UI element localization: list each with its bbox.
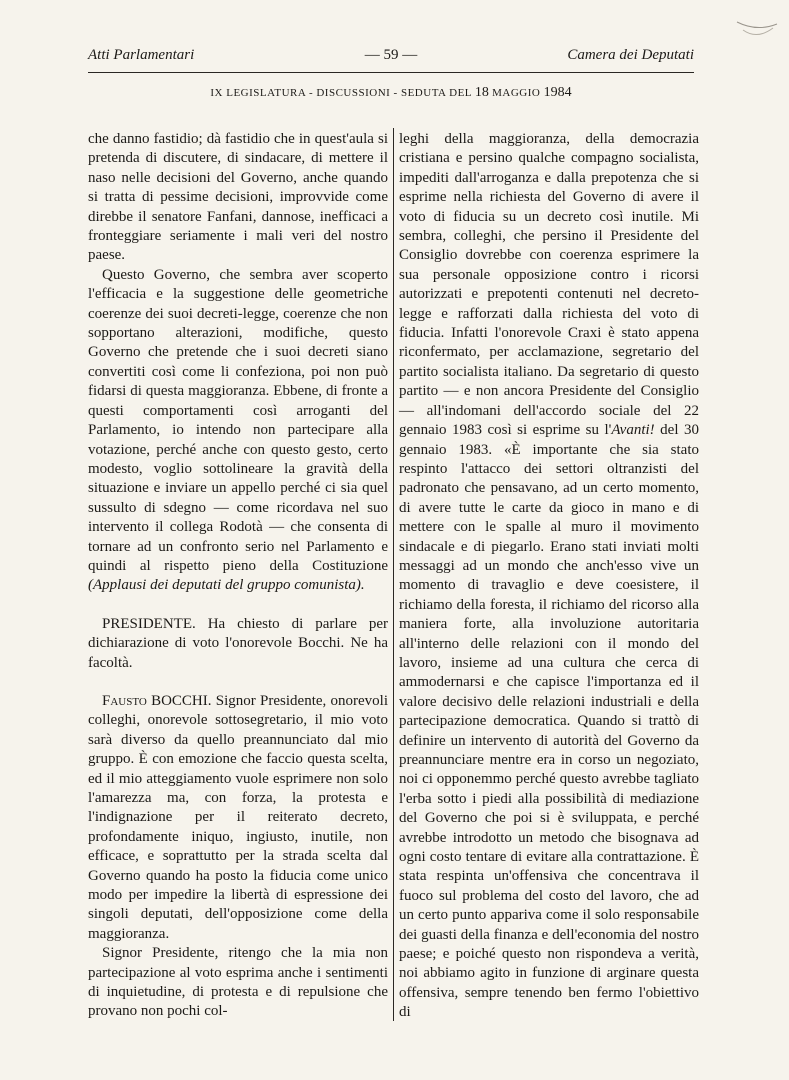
left-column [88, 130, 388, 1022]
header-rule [88, 72, 694, 73]
speaker-first-name: Fausto [102, 692, 147, 709]
session-prefix: IX LEGISLATURA - DISCUSSIONI - SEDUTA DEL [210, 87, 472, 99]
speaker-last-name: BOCCHI. [151, 692, 212, 709]
session-line [88, 85, 694, 101]
corner-scan-mark [735, 18, 779, 44]
page-header [88, 47, 694, 69]
left-paragraph-2-text: Questo Governo, che sembra aver scoperto l'efficacia e la suggestione delle geometriche coerenze dei suoi decreti-legge, coerenze che non sopportano alterazioni, modifiche, questo Governo che pretende che i suoi decreti siano convertiti così come li confeziona, poi non può fidarsi di questa maggioranza. Ebbene, di fronte a questi comportamenti così arroganti del Parlamento, io intendo non partecipare alla votazione, perché anche con questo gesto, certo modesto, voglio sottolineare la gravità della situazione e inviare un appello perché ci sia quel sussulto di sdegno — come ricordava nel suo intervento il collega Rodotà — che consenta di tornare ad un confronto serio nel Parlamento e quindi al rispetto pieno della Costituzione [88, 266, 388, 574]
left-paragraph-1: che danno fastidio; dà fastidio che in quest'aula si pretenda di discutere, di sindacare, di mettere il naso nelle decisioni del Governo, anche quando si tratta di pessime decisioni, improvvide come direbbe il senatore Fanfani, dannose, inefficaci a fronteggiare seriamente i mali veri del nostro paese. [88, 131, 388, 264]
session-day: 18 [474, 85, 489, 100]
bocchi-paragraph-text: Signor Presidente, onorevoli colleghi, onorevole sottosegretario, il mio voto sarà diverso da quello preannunciato dal mio gruppo. È con emozione che faccio questa scelta, ed il mio atteggiamento vuole esprimere non solo l'amarezza ma, con forza, la protesta e l'indignazione per il reiterato decreto, profondamente iniquo, ingiusto, inutile, non efficace, e soprattutto per la strada scelta dal Governo quando ha posto la fiducia come unico modo per impedire la libertà di espressione dei singoli deputati, dell'opposizione come della maggioranza. [88, 692, 389, 942]
right-paragraph-1a: leghi della maggioranza, della democrazia cristiana e persino qualche compagno socialista, impediti dall'arroganza e dalla prepotenza che si esprime nella richiesta del Governo di avere il voto di fiducia su un decreto così inutile. Mi sembra, colleghi, che persino il Presidente del Consiglio dovrebbe con coerenza esprimere la sua personale opposizione contro i ricorsi autorizzati e prepotenti contenuti nel decreto-legge e rafforzati dalla richiesta del voto di fiducia. Infatti l'onorevole Craxi è stato appena riconfermato, per acclamazione, segretario del partito socialista italiano. Da segretario di questo partito — e non ancora Presidente del Consiglio — all'indomani dell'accordo sociale del 22 gennaio 1983 così si esprime su l' [399, 131, 699, 439]
right-paragraph-1b: del 30 gennaio 1983. «È importante che sia stato respinto l'attacco dei settori oltranzisti del padronato che pensavano, ad un certo momento, di avere tutte le carte da gioco in mano e di mettere con le spalle al muro il movimento sindacale e di piegarlo. Erano stati inviati molti messaggi ad un mondo che anch'esso vive un momento di travaglio e deve coesistere, il richiamo della foresta, il richiamo del ricorso alla maniera forte, alla involuzione autoritaria all'interno delle relazioni con il mondo del lavoro, insieme ad una cultura che cerca di ammodernarsi e che capisce l'importanza ed il valore decisivo delle relazioni industriali e della partecipazione democratica. Quando si trattò di definire un intervento di autorità del Governo da preannunciare mentre era in corso un negoziato, noi ci opponemmo perché questo avrebbe tagliato l'erba sotto i piedi alla possibilità di mediazione del Governo che poi si è sviluppata, e perché avrebbe introdotto un metodo che bisognava ad ogni costo tentare di evitare alla contrattazione. È stata respinta un'offensiva che concentrava il fuoco sul problema del costo del lavoro, che ad un certo punto appariva come il solo responsabile dei guasti della finanza e dell'economia del nostro paese; e poiché questo non rispondeva a verità, noi abbiamo agito in funzione di arginare questa offensiva, sempre tenendo ben fermo l'obiettivo di [399, 422, 699, 1021]
session-month: MAGGIO [492, 87, 541, 99]
left-paragraph-2 [88, 266, 388, 596]
presidente-paragraph: PRESIDENTE. Ha chiesto di parlare per dichiarazione di voto l'onorevole Bocchi. Ne ha facoltà. [88, 615, 388, 671]
header-page-number: — 59 — [364, 47, 418, 63]
avanti-newspaper: Avanti! [611, 422, 655, 439]
applause-note: (Applausi dei deputati del gruppo comunista). [88, 577, 365, 594]
header-camera-dei-deputati: Camera dei Deputati [567, 47, 694, 63]
session-year: 1984 [543, 85, 572, 100]
left-paragraph-5: Signor Presidente, ritengo che la mia non partecipazione al voto esprima anche i sentimenti di inquietudine, di protesta e di repulsione che provano non pochi col- [88, 945, 388, 1020]
right-paragraph-1 [399, 130, 699, 1023]
bocchi-paragraph [88, 692, 388, 944]
right-column [399, 130, 699, 1023]
column-divider [393, 128, 394, 1021]
header-atti-parlamentari: Atti Parlamentari [88, 47, 195, 63]
